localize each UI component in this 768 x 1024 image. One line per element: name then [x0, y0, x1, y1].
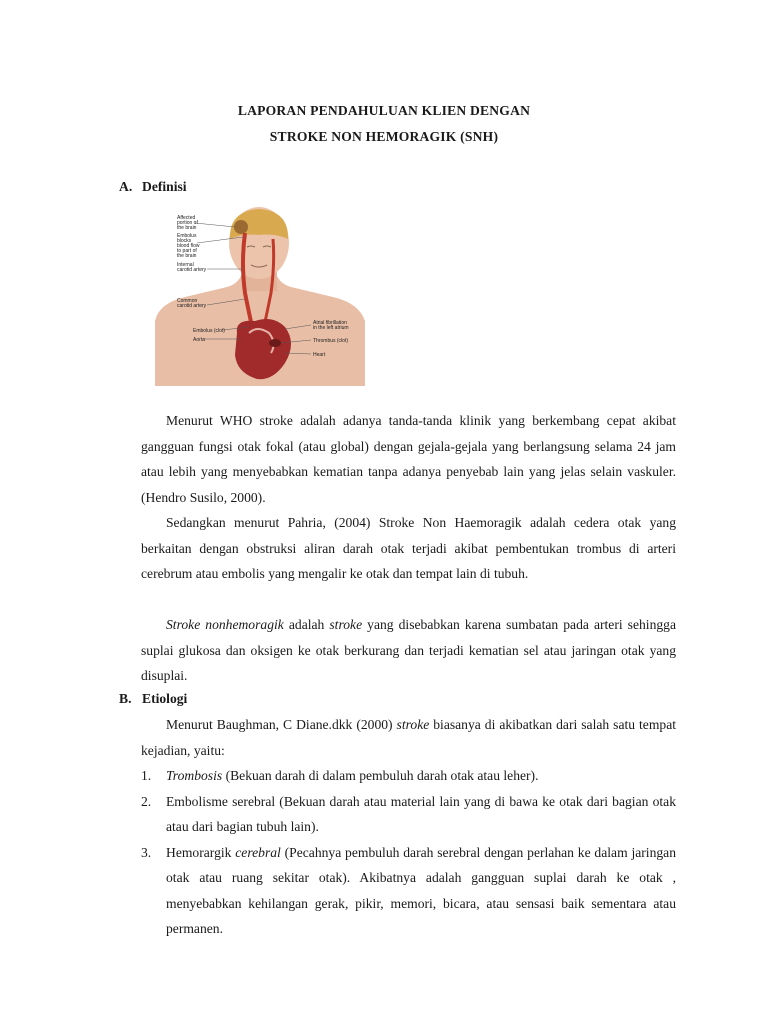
term-stroke: stroke	[329, 617, 363, 632]
section-a-letter: A.	[119, 179, 133, 194]
stroke-anatomy-figure	[145, 203, 373, 386]
label-affected-3: the brain	[177, 225, 197, 231]
definition-paragraph-1-text: Menurut WHO stroke adalah adanya tanda-tanda klinik yang berkembang cepat akibat gangguan fungsi otak fokal (atau global) dengan gejala-gejala yang berlangsung selama 24 jam atau lebih yang menyebabkan kematian tanpa adanya penyebab lain yang jelas selain vaskuler. (Hendro Susilo, 2000).	[141, 413, 676, 505]
label-embolus-1: Embolus	[177, 233, 197, 239]
label-atrial-fib-1: Atrial fibrillation	[313, 320, 347, 326]
list-item	[141, 840, 676, 942]
label-embolus-5: the brain	[177, 253, 197, 259]
label-embolus-3: blood flow	[177, 243, 200, 249]
section-b-heading	[119, 691, 187, 707]
list-item-number: 2.	[141, 793, 152, 809]
list-item-number: 1.	[141, 768, 152, 783]
definition-paragraph-3-text-1: adalah	[283, 617, 330, 632]
label-embolus-2: blocks	[177, 238, 192, 244]
thrombus-clot	[269, 339, 281, 347]
definition-paragraph-2-text: Sedangkan menurut Pahria, (2004) Stroke Non Haemoragik adalah cedera otak yang berkaitan dengan obstruksi aliran darah otak terjadi akibat pembentukan trombus di arteri cerebrum atau embolis yang mengalir ke otak dan tempat lain di tubuh.	[141, 515, 676, 581]
term-cerebral: cerebral	[235, 844, 281, 860]
affected-brain-area	[234, 220, 248, 234]
definition-paragraph-1	[141, 408, 676, 510]
label-internal-carotid-2: carotid artery	[177, 267, 207, 273]
stroke-anatomy-illustration	[145, 203, 373, 386]
etiology-intro-text-1: Menurut Baughman, C Diane.dkk (2000)	[166, 717, 397, 732]
definition-paragraph-3	[141, 612, 676, 689]
label-common-carotid-1: Common	[177, 298, 198, 304]
term-trombosis: Trombosis	[166, 768, 223, 783]
etiology-list	[141, 763, 676, 942]
label-embolus-4: to part of	[177, 248, 197, 254]
label-internal-carotid-1: Internal	[177, 262, 194, 268]
list-item-lead: Hemorargik	[166, 844, 236, 860]
label-heart: Heart	[313, 352, 326, 358]
label-affected-2: portion of	[177, 220, 198, 226]
list-item-number: 3.	[141, 844, 152, 860]
term-stroke-nonhemoragik: Stroke nonhemoragik	[166, 617, 284, 632]
etiology-intro-text-2: biasanya di akibatkan dari salah satu tempat kejadian, yaitu:	[141, 717, 677, 758]
list-item-text: (Bekuan darah di dalam pembuluh darah otak atau leher).	[222, 768, 539, 783]
label-atrial-fib-2: in the left atrium	[313, 325, 349, 331]
list-item	[141, 789, 676, 840]
document-title-line-2: STROKE NON HEMORAGIK (SNH)	[269, 129, 499, 144]
section-b-letter: B.	[119, 691, 132, 706]
label-embolus-clot: Embolus (clot)	[193, 328, 225, 334]
list-item-text: Embolisme serebral (Bekuan darah atau material lain yang di bawa ke otak dari bagian otak atau dari bagian tubuh lain).	[166, 793, 676, 834]
list-item	[141, 763, 676, 789]
label-affected-1: Affected	[177, 215, 196, 221]
label-aorta: Aorta	[193, 337, 205, 343]
list-item-text: (Pecahnya pembuluh darah serebral dengan perlahan ke dalam jaringan otak atau ruang sekitar otak). Akibatnya adalah gangguan suplai darah ke otak , menyebabkan kehilangan gerak, pikir, memori, bicara, atau sensasi baik sementara atau permanen.	[166, 844, 676, 936]
definition-paragraph-2	[141, 510, 676, 587]
etiology-intro-paragraph	[141, 712, 676, 763]
section-a-heading	[119, 179, 187, 195]
definition-paragraph-3-text-2: yang disebabkan karena sumbatan pada arteri sehingga suplai glukosa dan oksigen ke otak berkurang dan terjadi kematian sel atau jaringan otak yang disuplai.	[141, 617, 677, 683]
section-b-title: Etiologi	[142, 691, 188, 706]
document-title-line-1: LAPORAN PENDAHULUAN KLIEN DENGAN	[237, 103, 531, 118]
label-common-carotid-2: carotid artery	[177, 303, 207, 309]
term-stroke-etiology: stroke	[396, 717, 430, 732]
label-thrombus: Thrombus (clot)	[313, 338, 349, 344]
section-a-title: Definisi	[142, 179, 187, 194]
